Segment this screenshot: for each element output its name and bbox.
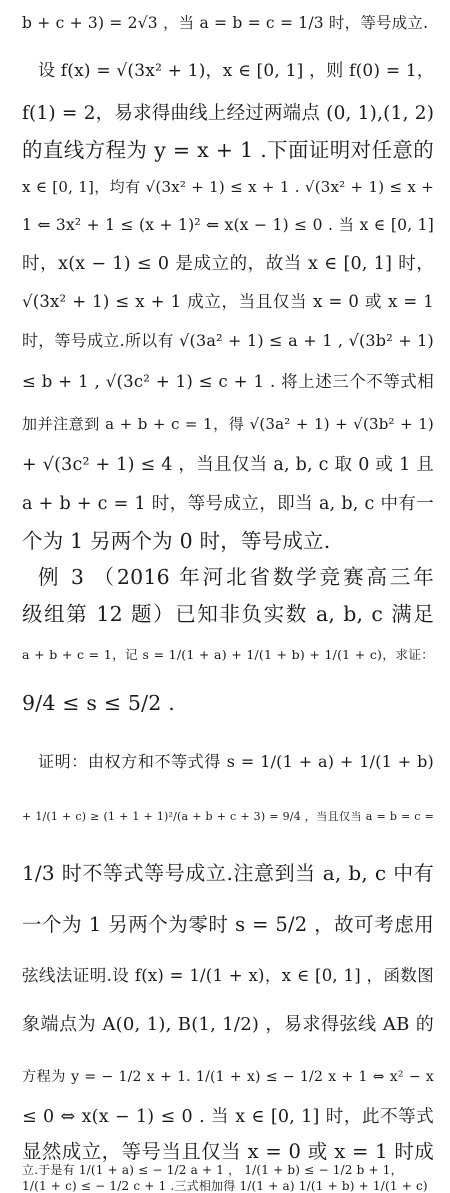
- text-line: 9/4 ≤ s ≤ 5/2 .: [22, 691, 175, 715]
- text-line: 的直线方程为 y = x + 1 .下面证明对任意的: [22, 138, 434, 162]
- text-line: 象端点为 A(0, 1), B(1, 1/2) ，易求得弦线 AB 的: [22, 1014, 434, 1035]
- text-line: 时，等号成立.所以有 √(3a² + 1) ≤ a + 1 , √(3b² + 1): [22, 331, 434, 350]
- text-line: 时，x(x − 1) ≤ 0 是成立的，故当 x ∈ [0, 1] 时，: [22, 254, 434, 274]
- text-line: 加并注意到 a + b + c = 1，得 √(3a² + 1) + √(3b² + 1): [22, 415, 434, 433]
- text-line: ≤ b + 1 , √(3c² + 1) ≤ c + 1 . 将上述三个不等式相: [22, 372, 434, 391]
- proof-heading: 证明：由权方和不等式得 s = 1/(1 + a) + 1/(1 + b): [38, 752, 434, 771]
- text-line: + √(3c² + 1) ≤ 4 ，当且仅当 a, b, c 取 0 或 1 且: [22, 455, 434, 475]
- text-line: 显然成立，等号当且仅当 x = 0 或 x = 1 时成: [22, 1140, 434, 1163]
- text-line: 个为 1 另两个为 0 时，等号成立.: [22, 529, 331, 553]
- text-line: 1/3 时不等式等号成立.注意到当 a, b, c 中有: [22, 861, 434, 885]
- text-line: 级组第 12 题）已知非负实数 a, b, c 满足: [22, 602, 434, 626]
- text-line: b + c + 3) = 2√3 ，当 a = b = c = 1/3 时，等号成立.: [22, 14, 429, 32]
- text-line: x ∈ [0, 1]，均有 √(3x² + 1) ≤ x + 1 . √(3x² + 1) ≤ x +: [22, 178, 434, 196]
- text-line: 1 ⇐ 3x² + 1 ≤ (x + 1)² ⇐ x(x − 1) ≤ 0 . 当 x ∈ [0, 1]: [22, 216, 434, 234]
- example-heading: 例 3 （2016 年河北省数学竞赛高三年: [38, 565, 434, 589]
- text-line: f(1) = 2，易求得曲线上经过两端点 (0, 1),(1, 2): [22, 103, 435, 124]
- text-line: √(3x² + 1) ≤ x + 1 成立，当且仅当 x = 0 或 x = 1: [22, 292, 434, 311]
- text-line: + 1/(1 + c) ≥ (1 + 1 + 1)²/(a + b + c + 3) = 9/4 ，当且仅当 a = b = c =: [22, 810, 434, 823]
- text-line: 1/(1 + c) ≤ − 1/2 c + 1 .三式相加得 1/(1 + a) 1/(1 + b) + 1/(1 + c): [22, 1179, 428, 1193]
- text-line: a + b + c = 1 时，等号成立，即当 a, b, c 中有一: [22, 494, 434, 514]
- text-line: 弦线法证明.设 f(x) = 1/(1 + x)，x ∈ [0, 1] ，函数图: [22, 966, 434, 985]
- text-line: 设 f(x) = √(3x² + 1)，x ∈ [0, 1] ，则 f(0) = 1，: [38, 61, 435, 81]
- text-line: a + b + c = 1，记 s = 1/(1 + a) + 1/(1 + b) + 1/(1 + c)，求证：: [22, 647, 434, 662]
- text-line: 方程为 y = − 1/2 x + 1. 1/(1 + x) ≤ − 1/2 x + 1 ⇔ x² − x: [22, 1069, 434, 1085]
- text-line: 一个为 1 另两个为零时 s = 5/2 ，故可考虑用: [22, 913, 434, 936]
- text-line: 立.于是有 1/(1 + a) ≤ − 1/2 a + 1 ， 1/(1 + b) ≤ − 1/2 b + 1，: [22, 1163, 403, 1177]
- text-line: ≤ 0 ⇔ x(x − 1) ≤ 0 . 当 x ∈ [0, 1] 时，此不等式: [22, 1107, 434, 1127]
